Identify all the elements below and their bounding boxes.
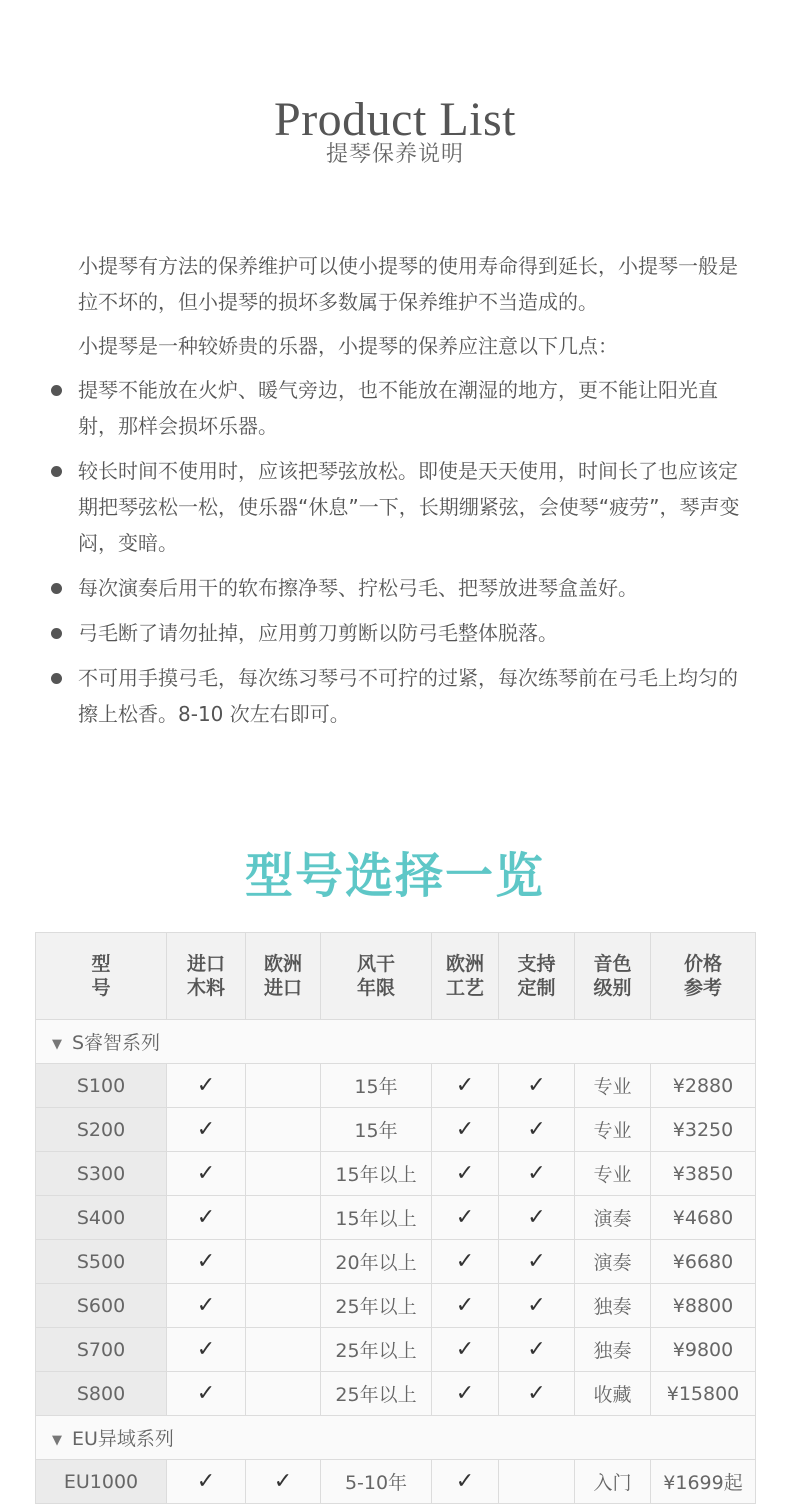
care-bullet: [78, 660, 743, 732]
model-cell: [36, 1152, 167, 1196]
checkmark-icon: ✓: [455, 1293, 475, 1318]
price-cell-text: ¥4680: [672, 1206, 734, 1229]
imported-wood-cell: [167, 1152, 246, 1196]
series-group-label: EU异域系列: [72, 1428, 174, 1450]
euro-import-cell: [246, 1372, 321, 1416]
checkmark-icon: ✓: [196, 1469, 216, 1494]
checkmark-icon: ✓: [455, 1205, 475, 1230]
checkmark-icon: ✓: [455, 1161, 475, 1186]
care-bullet: [78, 615, 743, 651]
column-header-euro-import: 欧洲 进口: [246, 933, 321, 1020]
price-cell: [651, 1284, 756, 1328]
model-cell: [36, 1240, 167, 1284]
drying-years-cell: [321, 1196, 432, 1240]
checkmark-icon: ✓: [196, 1381, 216, 1406]
custom-cell: [499, 1108, 575, 1152]
drying-years-cell: [321, 1284, 432, 1328]
custom-cell: [499, 1196, 575, 1240]
tone-grade-cell: [575, 1372, 651, 1416]
table-row: [36, 1328, 756, 1372]
page-header: [0, 92, 790, 168]
checkmark-icon: ✓: [196, 1205, 216, 1230]
euro-import-cell: [246, 1240, 321, 1284]
euro-craft-cell: [432, 1328, 499, 1372]
drying-years-cell: [321, 1240, 432, 1284]
bullet-dot-icon: [51, 466, 62, 477]
euro-craft-cell: [432, 1460, 499, 1504]
tone-grade-cell-text: 专业: [593, 1164, 632, 1186]
euro-import-cell: [246, 1284, 321, 1328]
euro-craft-cell: [432, 1196, 499, 1240]
checkmark-icon: ✓: [455, 1117, 475, 1142]
price-cell-text: ¥3850: [672, 1162, 734, 1185]
drying-years-cell: [321, 1328, 432, 1372]
tone-grade-cell: [575, 1152, 651, 1196]
model-cell: [36, 1372, 167, 1416]
care-bullet-list: [78, 372, 743, 732]
drying-years-cell-text: 25年以上: [335, 1296, 417, 1318]
tone-grade-cell: [575, 1240, 651, 1284]
euro-import-cell: [246, 1152, 321, 1196]
care-bullet-text: 较长时间不使用时，应该把琴弦放松。即使是天天使用，时间长了也应该定期把琴弦松一松，使乐器“休息”一下，长期绷紧弦，会使琴“疲劳”，琴声变闷，变暗。: [78, 459, 740, 555]
imported-wood-cell: [167, 1240, 246, 1284]
bullet-dot-icon: [51, 673, 62, 684]
section-title: 型号选择一览: [244, 848, 545, 904]
model-table-body: [36, 1020, 756, 1504]
model-cell-text: S100: [76, 1074, 126, 1097]
model-table: [35, 932, 756, 1504]
euro-import-cell: [246, 1460, 321, 1504]
checkmark-icon: ✓: [527, 1073, 546, 1098]
drying-years-cell-text: 25年以上: [335, 1340, 417, 1362]
table-row: [36, 1152, 756, 1196]
care-bullet: [78, 453, 743, 561]
drying-years-cell-text: 20年以上: [335, 1252, 417, 1274]
drying-years-cell: [321, 1108, 432, 1152]
price-cell: [651, 1372, 756, 1416]
imported-wood-cell: [167, 1108, 246, 1152]
table-row: [36, 1196, 756, 1240]
checkmark-icon: ✓: [527, 1337, 546, 1362]
euro-craft-cell: [432, 1064, 499, 1108]
bullet-dot-icon: [51, 583, 62, 594]
price-cell: [651, 1240, 756, 1284]
care-bullet: [78, 570, 743, 606]
drying-years-cell-text: 15年: [354, 1076, 398, 1098]
price-cell-text: ¥6680: [672, 1250, 734, 1273]
euro-craft-cell: [432, 1152, 499, 1196]
model-cell: [36, 1284, 167, 1328]
intro-paragraph: 小提琴是一种较娇贵的乐器，小提琴的保养应注意以下几点：: [78, 334, 618, 358]
price-cell: [651, 1196, 756, 1240]
table-row: [36, 1460, 756, 1504]
model-cell-text: EU1000: [63, 1470, 139, 1493]
column-header-price: 价格 参考: [651, 933, 756, 1020]
drying-years-cell: [321, 1372, 432, 1416]
checkmark-icon: ✓: [196, 1249, 216, 1274]
bullet-dot-icon: [51, 385, 62, 396]
checkmark-icon: ✓: [527, 1161, 546, 1186]
euro-craft-cell: [432, 1372, 499, 1416]
column-header-euro-craft: 欧洲 工艺: [432, 933, 499, 1020]
collapse-triangle-icon[interactable]: ▼: [52, 1037, 62, 1052]
tone-grade-cell: [575, 1284, 651, 1328]
bullet-dot-icon: [51, 628, 62, 639]
checkmark-icon: ✓: [196, 1293, 216, 1318]
checkmark-icon: ✓: [455, 1249, 475, 1274]
model-cell-text: S700: [76, 1338, 126, 1361]
model-cell-text: S200: [76, 1118, 126, 1141]
price-cell-text: ¥8800: [672, 1294, 734, 1317]
imported-wood-cell: [167, 1284, 246, 1328]
price-cell-text: ¥3250: [672, 1118, 734, 1141]
price-cell-text: ¥1699起: [663, 1472, 743, 1494]
tone-grade-cell: [575, 1108, 651, 1152]
page-title-zh: 提琴保养说明: [325, 142, 464, 167]
drying-years-cell-text: 5-10年: [344, 1472, 408, 1494]
tone-grade-cell-text: 独奏: [593, 1296, 632, 1318]
checkmark-icon: ✓: [527, 1249, 546, 1274]
price-cell: [651, 1152, 756, 1196]
tone-grade-cell-text: 专业: [593, 1076, 632, 1098]
price-cell-text: ¥9800: [672, 1338, 734, 1361]
tone-grade-cell-text: 演奏: [593, 1252, 632, 1274]
model-cell: [36, 1460, 167, 1504]
model-cell-text: S500: [76, 1250, 126, 1273]
table-row: [36, 1284, 756, 1328]
euro-import-cell: [246, 1328, 321, 1372]
tone-grade-cell-text: 收藏: [593, 1384, 632, 1406]
model-cell-text: S600: [76, 1294, 126, 1317]
drying-years-cell-text: 15年以上: [335, 1208, 417, 1230]
euro-import-cell: [246, 1108, 321, 1152]
checkmark-icon: ✓: [527, 1205, 546, 1230]
checkmark-icon: ✓: [196, 1337, 216, 1362]
euro-import-cell: [246, 1196, 321, 1240]
custom-cell: [499, 1372, 575, 1416]
care-bullet-text: 不可用手摸弓毛，每次练习琴弓不可拧的过紧，每次练琴前在弓毛上均匀的擦上松香。8-10 次左右即可。: [78, 666, 738, 726]
table-row: [36, 1108, 756, 1152]
imported-wood-cell: [167, 1328, 246, 1372]
price-cell: [651, 1108, 756, 1152]
tone-grade-cell-text: 专业: [593, 1120, 632, 1142]
drying-years-cell-text: 15年: [354, 1120, 398, 1142]
custom-cell: [499, 1240, 575, 1284]
model-cell: [36, 1064, 167, 1108]
column-header-custom: 支持 定制: [499, 933, 575, 1020]
euro-craft-cell: [432, 1108, 499, 1152]
page-title-en: Product List: [274, 93, 516, 146]
checkmark-icon: ✓: [527, 1117, 546, 1142]
care-instructions: [78, 248, 743, 741]
care-bullet: [78, 372, 743, 444]
series-group-row[interactable]: [36, 1020, 756, 1064]
care-bullet-text: 每次演奏后用干的软布擦净琴、拧松弓毛、把琴放进琴盒盖好。: [78, 576, 638, 600]
tone-grade-cell: [575, 1328, 651, 1372]
intro-paragraph: 小提琴有方法的保养维护可以使小提琴的使用寿命得到延长，小提琴一般是拉不坏的，但小提琴的损坏多数属于保养维护不当造成的。: [78, 254, 738, 314]
checkmark-icon: ✓: [273, 1469, 293, 1494]
series-group-cell[interactable]: [36, 1416, 756, 1460]
custom-cell: [499, 1328, 575, 1372]
tone-grade-cell: [575, 1460, 651, 1504]
column-header-drying-years: 风干 年限: [321, 933, 432, 1020]
checkmark-icon: ✓: [196, 1161, 216, 1186]
custom-cell: [499, 1460, 575, 1504]
price-cell: [651, 1328, 756, 1372]
checkmark-icon: ✓: [196, 1117, 216, 1142]
model-cell-text: S300: [76, 1162, 126, 1185]
model-cell: [36, 1108, 167, 1152]
custom-cell: [499, 1152, 575, 1196]
checkmark-icon: ✓: [455, 1469, 475, 1494]
checkmark-icon: ✓: [455, 1381, 475, 1406]
collapse-triangle-icon[interactable]: ▼: [52, 1433, 62, 1448]
tone-grade-cell: [575, 1064, 651, 1108]
model-cell: [36, 1196, 167, 1240]
model-cell-text: S400: [76, 1206, 126, 1229]
tone-grade-cell-text: 独奏: [593, 1340, 632, 1362]
checkmark-icon: ✓: [527, 1293, 546, 1318]
drying-years-cell: [321, 1064, 432, 1108]
column-header-imported-wood: 进口 木料: [167, 933, 246, 1020]
checkmark-icon: ✓: [455, 1073, 475, 1098]
table-row: [36, 1372, 756, 1416]
drying-years-cell-text: 25年以上: [335, 1384, 417, 1406]
euro-craft-cell: [432, 1284, 499, 1328]
checkmark-icon: ✓: [455, 1337, 475, 1362]
tone-grade-cell-text: 演奏: [593, 1208, 632, 1230]
column-header-model: 型 号: [36, 933, 167, 1020]
series-group-label: S睿智系列: [72, 1032, 161, 1054]
checkmark-icon: ✓: [527, 1381, 546, 1406]
table-header-row: [36, 933, 756, 1020]
care-bullet-text: 提琴不能放在火炉、暖气旁边，也不能放在潮湿的地方，更不能让阳光直射，那样会损坏乐器。: [78, 378, 718, 438]
price-cell: [651, 1064, 756, 1108]
model-cell-text: S800: [76, 1382, 126, 1405]
table-row: [36, 1064, 756, 1108]
checkmark-icon: ✓: [196, 1073, 216, 1098]
model-cell: [36, 1328, 167, 1372]
euro-craft-cell: [432, 1240, 499, 1284]
drying-years-cell-text: 15年以上: [335, 1164, 417, 1186]
series-group-row[interactable]: [36, 1416, 756, 1460]
custom-cell: [499, 1284, 575, 1328]
table-row: [36, 1240, 756, 1284]
price-cell-text: ¥15800: [666, 1382, 740, 1405]
price-cell: [651, 1460, 756, 1504]
drying-years-cell: [321, 1460, 432, 1504]
euro-import-cell: [246, 1064, 321, 1108]
imported-wood-cell: [167, 1196, 246, 1240]
column-header-tone-grade: 音色 级别: [575, 933, 651, 1020]
tone-grade-cell: [575, 1196, 651, 1240]
drying-years-cell: [321, 1152, 432, 1196]
series-group-cell[interactable]: [36, 1020, 756, 1064]
custom-cell: [499, 1064, 575, 1108]
price-cell-text: ¥2880: [672, 1074, 734, 1097]
imported-wood-cell: [167, 1460, 246, 1504]
imported-wood-cell: [167, 1064, 246, 1108]
tone-grade-cell-text: 入门: [593, 1472, 632, 1494]
care-bullet-text: 弓毛断了请勿扯掉，应用剪刀剪断以防弓毛整体脱落。: [78, 621, 558, 645]
imported-wood-cell: [167, 1372, 246, 1416]
